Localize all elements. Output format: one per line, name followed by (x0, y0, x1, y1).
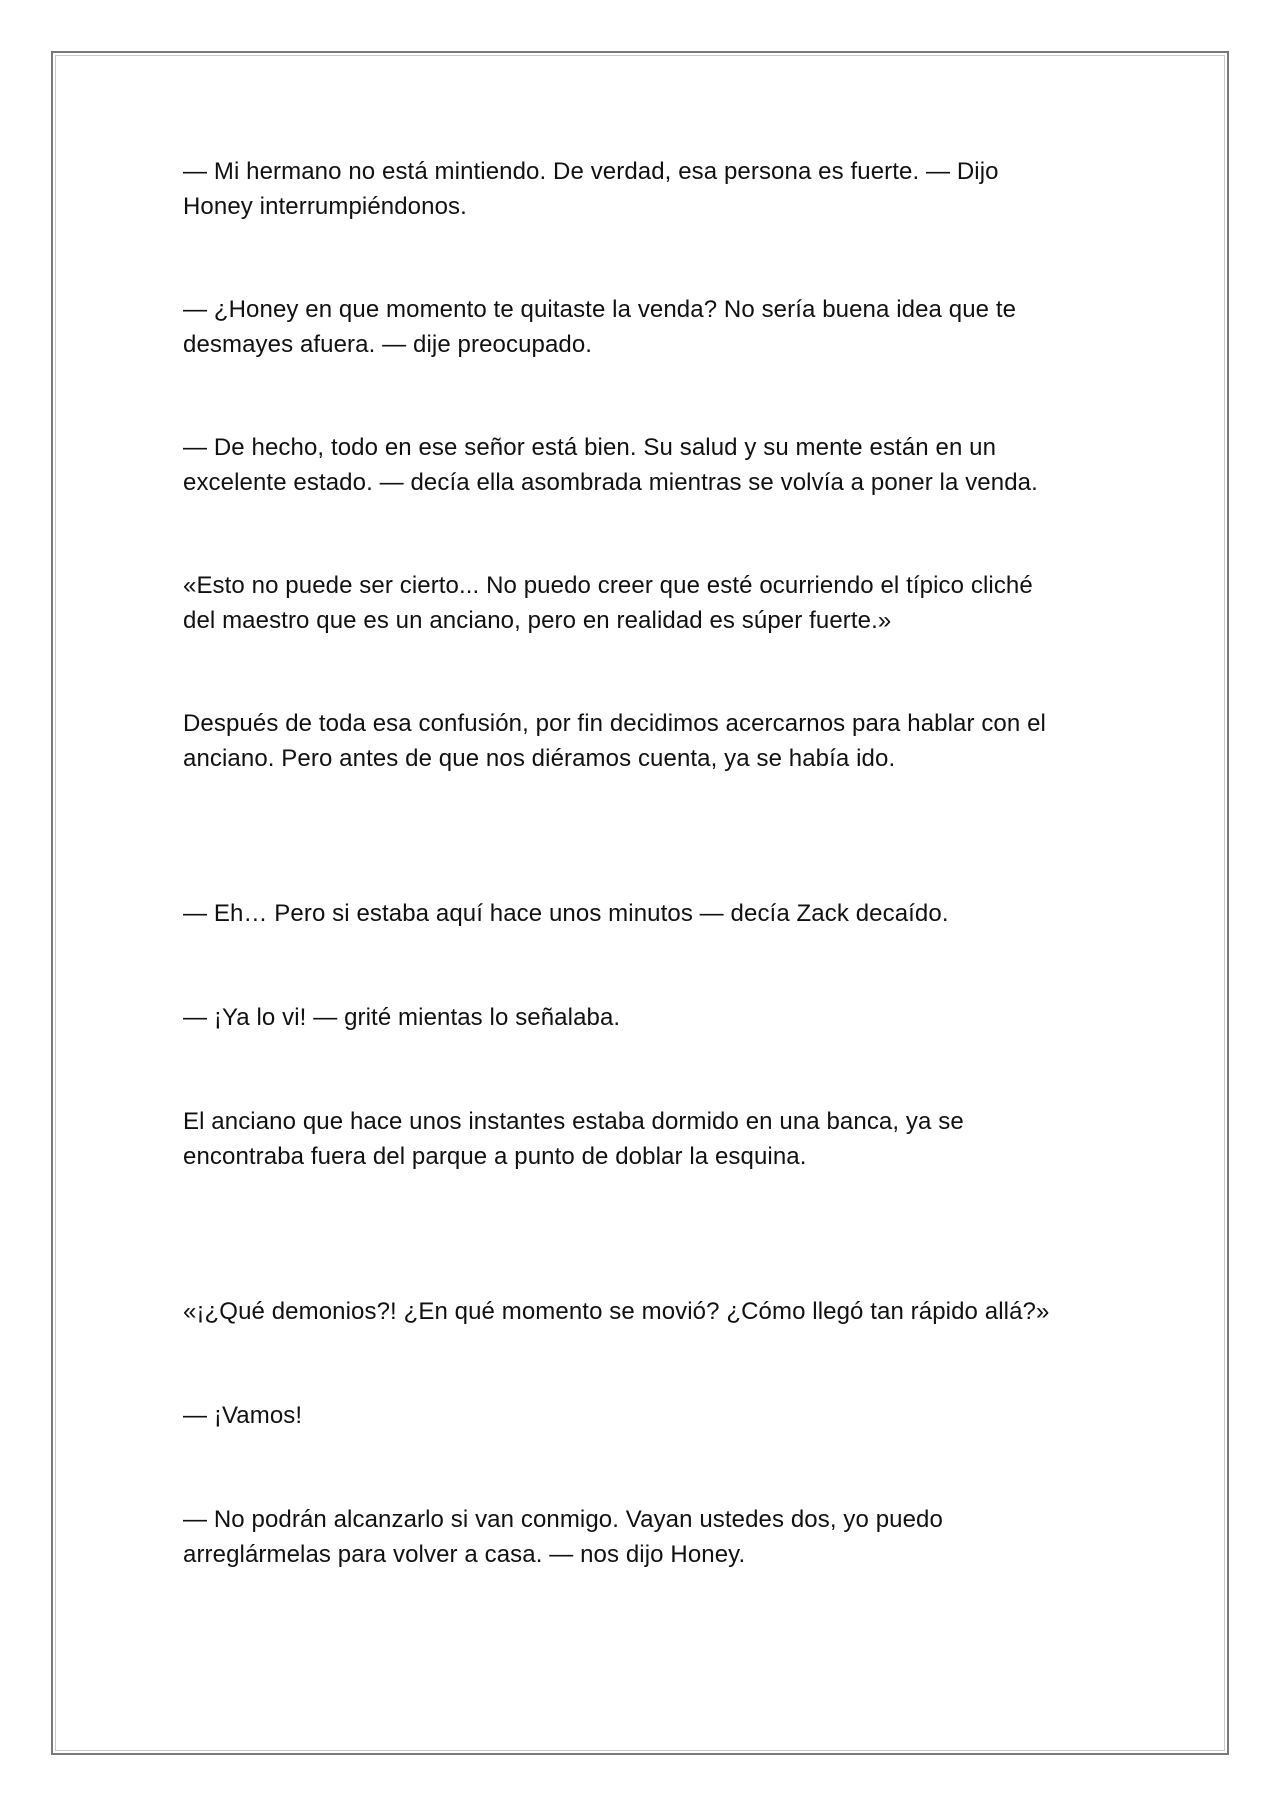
paragraph (183, 1398, 1103, 1433)
text-line: «¡¿Qué demonios?! ¿En qué momento se movió? ¿Cómo llegó tan rápido allá?» (183, 1298, 1050, 1325)
text-line: — Eh… Pero si estaba aquí hace unos minutos — decía Zack decaído. (183, 900, 949, 927)
text-line: — ¡Ya lo vi! — grité mientas lo señalaba. (183, 1004, 621, 1031)
paragraph (183, 292, 1103, 362)
text-line: arreglármelas para volver a casa. — nos dijo Honey. (183, 1541, 746, 1568)
text-line: — ¡Vamos! (183, 1402, 303, 1429)
text-line: Honey interrumpiéndonos. (183, 193, 467, 220)
text-line: «Esto no puede ser cierto... No puedo creer que esté ocurriendo el típico cliché (183, 572, 1033, 599)
text-line: anciano. Pero antes de que nos diéramos cuenta, ya se había ido. (183, 745, 896, 772)
paragraph (183, 706, 1103, 776)
text-line: excelente estado. — decía ella asombrada mientras se volvía a poner la venda. (183, 469, 1038, 496)
text-line: — No podrán alcanzarlo si van conmigo. Vayan ustedes dos, yo puedo (183, 1506, 943, 1533)
paragraph (183, 1104, 1103, 1174)
paragraph (183, 1502, 1103, 1572)
paragraph (183, 896, 1103, 931)
text-line: encontraba fuera del parque a punto de doblar la esquina. (183, 1143, 807, 1170)
paragraph (183, 154, 1103, 224)
text-line: desmayes afuera. — dije preocupado. (183, 331, 593, 358)
document-body (183, 0, 1103, 1810)
text-line: — De hecho, todo en ese señor está bien. Su salud y su mente están en un (183, 434, 997, 461)
text-line: — ¿Honey en que momento te quitaste la venda? No sería buena idea que te (183, 296, 1017, 323)
text-line: Después de toda esa confusión, por fin decidimos acercarnos para hablar con el (183, 710, 1046, 737)
text-line: El anciano que hace unos instantes estaba dormido en una banca, ya se (183, 1108, 964, 1135)
text-line: — Mi hermano no está mintiendo. De verdad, esa persona es fuerte. — Dijo (183, 158, 999, 185)
paragraph (183, 568, 1103, 638)
text-line: del maestro que es un anciano, pero en realidad es súper fuerte.» (183, 607, 892, 634)
paragraph (183, 1294, 1103, 1329)
paragraph (183, 1000, 1103, 1035)
paragraph (183, 430, 1103, 500)
